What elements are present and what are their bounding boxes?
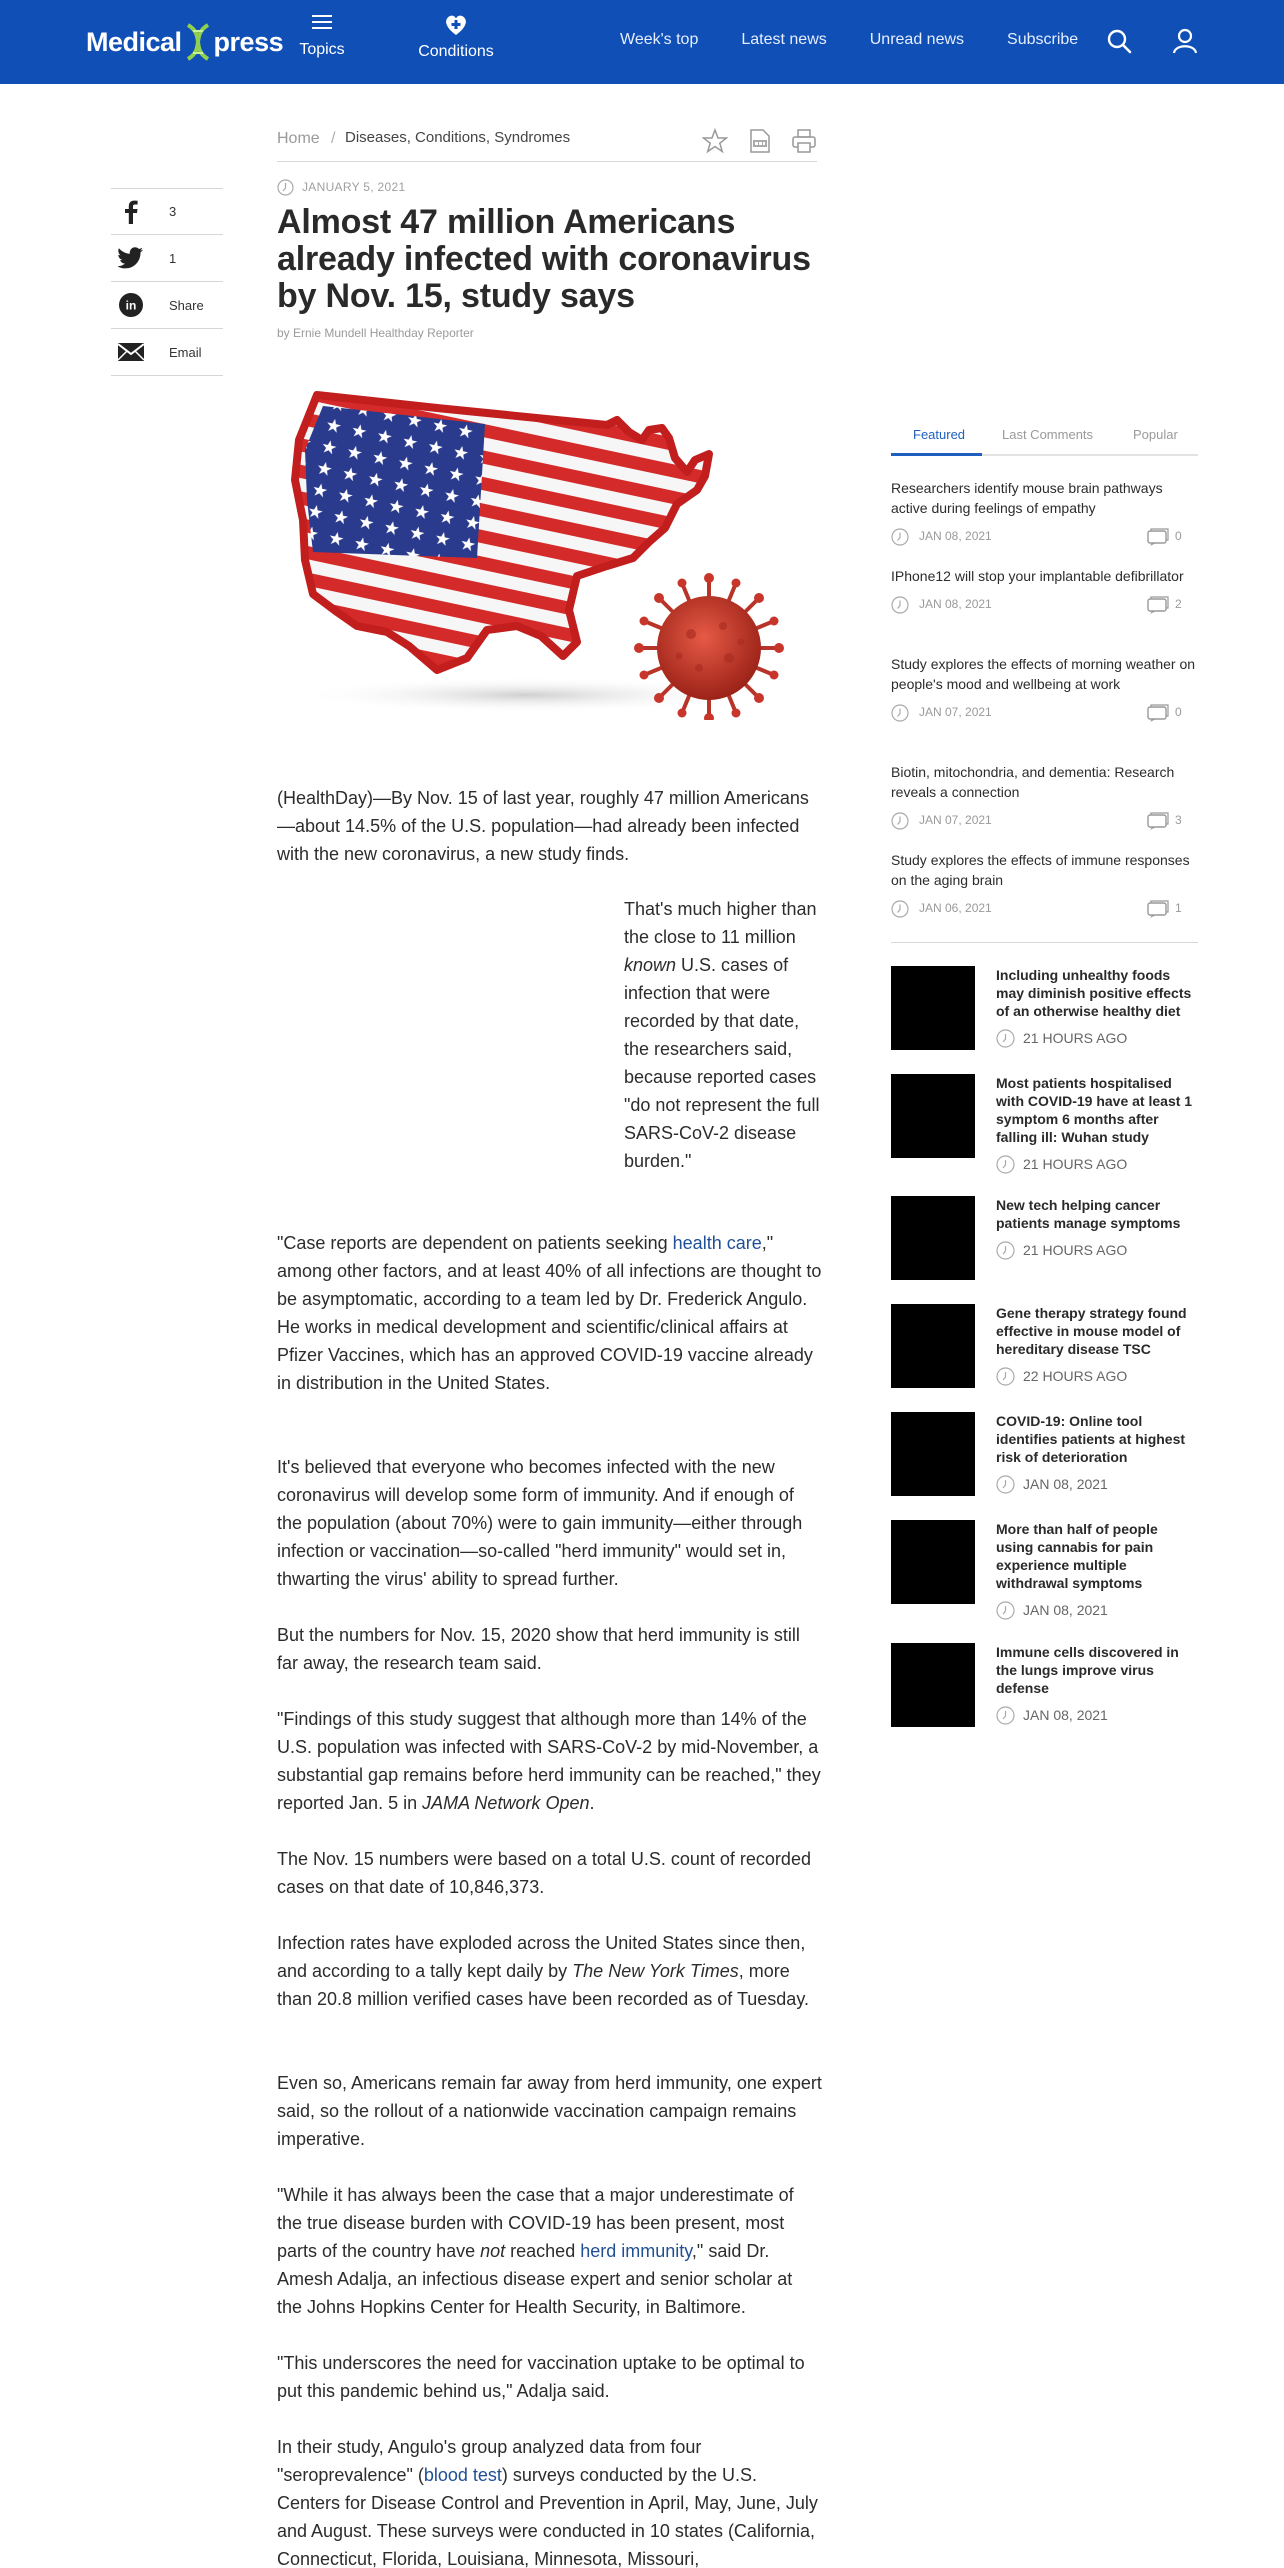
featured-item-date: JAN 08, 2021 (919, 529, 992, 543)
email-share-button[interactable] (111, 329, 223, 376)
featured-item-date: JAN 06, 2021 (919, 901, 992, 915)
comments-icon (1147, 900, 1169, 918)
news-item-time: JAN 08, 2021 (1023, 1707, 1108, 1723)
featured-item[interactable] (891, 654, 1198, 722)
sidebar-tabs (891, 420, 1198, 456)
facebook-icon (124, 200, 138, 224)
comments-icon (1147, 528, 1169, 546)
article-date-row (277, 178, 405, 196)
news-list-item[interactable] (891, 1196, 1198, 1286)
nav-weeks-top[interactable]: Week's top (620, 31, 699, 48)
article-paragraph-5: But the numbers for Nov. 15, 2020 show that herd immunity is still far away, the research team said. (277, 1625, 800, 1673)
site-header (0, 0, 1284, 84)
clock-icon (996, 1367, 1015, 1386)
dna-logo-icon (185, 23, 211, 61)
featured-item-title[interactable]: Researchers identify mouse brain pathways active during feelings of empathy (891, 480, 1163, 516)
comments-icon (1147, 596, 1169, 614)
clock-icon (891, 900, 909, 918)
facebook-share-button[interactable] (111, 188, 223, 235)
article-paragraph-11: "This underscores the need for vaccination uptake to be optimal to put this pandemic behind us," Adalja said. (277, 2353, 805, 2401)
article-paragraph-10: "While it has always been the case that a major underestimate of the true disease burden with COVID-19 has been present, most parts of the country have not reached herd immunity," said Dr. Amesh Adalja, an infectious disease expert and senior scholar at the Johns Hopkins Center for Health Security, in Baltimore. (277, 2185, 794, 2317)
news-item-meta (996, 1475, 1108, 1493)
article-paragraph-7: The Nov. 15 numbers were based on a total U.S. count of recorded cases on that date of 10,846,373. (277, 1849, 811, 1897)
featured-item-meta (891, 596, 1198, 614)
news-list-item[interactable] (891, 1304, 1198, 1394)
clock-icon (996, 1706, 1015, 1725)
news-item-meta (996, 1367, 1128, 1385)
news-item-meta (996, 1029, 1128, 1047)
nav-subscribe[interactable]: Subscribe (1007, 31, 1079, 48)
search-icon[interactable] (1106, 28, 1132, 54)
news-item-title[interactable]: Immune cells discovered in the lungs improve virus defense (996, 1644, 1179, 1696)
article-paragraph-2: That's much higher than the close to 11 million known U.S. cases of infection that were recorded by that date, the researchers said, because reported cases "do not represent the full SARS-CoV-2 disease burden." (624, 899, 820, 1171)
email-share-label: Email (169, 344, 202, 360)
news-thumbnail[interactable] (891, 1074, 975, 1158)
article-paragraph-6: "Findings of this study suggest that although more than 14% of the U.S. population was infected with SARS-CoV-2 by mid-November, a substantial gap remains before herd immunity can be reached," they reported Jan. 5 in JAMA Network Open. (277, 1709, 821, 1813)
article-paragraph-9: Even so, Americans remain far away from herd immunity, one expert said, so the rollout of a nationwide vaccination campaign remains imperative. (277, 2073, 822, 2149)
conditions-menu-button[interactable] (412, 14, 500, 61)
clock-icon (996, 1155, 1015, 1174)
conditions-label: Conditions (418, 43, 494, 60)
featured-item-comment-count: 3 (1175, 813, 1182, 827)
article-paragraph-1: (HealthDay)—By Nov. 15 of last year, roughly 47 million Americans—about 14.5% of the U.S. population—had already been infected with the new coronavirus, a new study finds. (277, 788, 809, 864)
featured-item-comment-count: 0 (1175, 529, 1182, 543)
twitter-share-button[interactable] (111, 235, 223, 282)
site-logo[interactable] (86, 22, 283, 62)
news-item-meta (996, 1155, 1128, 1173)
featured-item[interactable] (891, 850, 1198, 918)
news-list-item[interactable] (891, 966, 1198, 1056)
news-item-title[interactable]: More than half of people using cannabis for pain experience multiple withdrawal symptoms (996, 1521, 1158, 1591)
topics-menu-button[interactable] (290, 14, 354, 59)
featured-item-meta (891, 528, 1198, 546)
clock-icon (891, 812, 909, 830)
article-paragraph-4: It's believed that everyone who becomes infected with the new coronavirus will develop some form of immunity. And if enough of the population (about 70%) were to gain immunity—either through infection or vaccination—so-called "herd immunity" would set in, thwarting the virus' ability to spread further. (277, 1457, 803, 1589)
news-item-time: JAN 08, 2021 (1023, 1602, 1108, 1618)
twitter-icon (118, 247, 144, 269)
article-byline[interactable]: by Ernie Mundell Healthday Reporter (277, 326, 474, 340)
featured-item-date: JAN 08, 2021 (919, 597, 992, 611)
sidebar-divider (891, 942, 1198, 943)
news-item-meta (996, 1706, 1108, 1724)
article-paragraph-8: Infection rates have exploded across the United States since then, and according to a tally kept daily by The New York Times, more than 20.8 million verified cases have been recorded as of Tuesday. (277, 1933, 809, 2009)
news-item-time: 21 HOURS AGO (1023, 1030, 1128, 1046)
logo-text-left: Medical (86, 26, 182, 57)
linkedin-share-label: Share (169, 297, 204, 313)
news-list-item[interactable] (891, 1074, 1198, 1172)
news-item-meta (996, 1601, 1108, 1619)
clock-icon (891, 528, 909, 546)
featured-item-meta (891, 900, 1198, 918)
news-thumbnail[interactable] (891, 966, 975, 1050)
linkedin-share-button[interactable] (111, 282, 223, 329)
news-item-title[interactable]: New tech helping cancer patients manage symptoms (996, 1197, 1181, 1231)
clock-icon (996, 1241, 1015, 1260)
breadcrumb-separator: / (331, 130, 336, 147)
featured-item-comment-count: 2 (1175, 597, 1182, 611)
pdf-icon[interactable] (747, 128, 773, 154)
featured-item[interactable] (891, 566, 1198, 614)
clock-icon (996, 1475, 1015, 1494)
news-thumbnail[interactable] (891, 1304, 975, 1388)
news-item-time: 22 HOURS AGO (1023, 1368, 1128, 1384)
news-thumbnail[interactable] (891, 1196, 975, 1280)
topics-label: Topics (299, 41, 345, 58)
news-thumbnail[interactable] (891, 1643, 975, 1727)
news-item-title[interactable]: COVID-19: Online tool identifies patients at highest risk of deterioration (996, 1413, 1186, 1465)
comments-icon (1147, 812, 1169, 830)
news-list-item[interactable] (891, 1643, 1198, 1733)
article-title: Almost 47 million Americans already infected with coronavirus by Nov. 15, study says (277, 203, 811, 315)
featured-item-meta (891, 812, 1198, 830)
herd-immunity-link[interactable]: herd immunity (580, 2241, 692, 2261)
user-icon[interactable] (1172, 28, 1198, 54)
breadcrumb-current[interactable]: Diseases, Conditions, Syndromes (345, 129, 571, 146)
news-thumbnail[interactable] (891, 1520, 975, 1604)
news-item-time: JAN 08, 2021 (1023, 1476, 1108, 1492)
twitter-share-count: 1 (169, 250, 177, 266)
featured-item[interactable] (891, 478, 1198, 546)
logo-text-right: press (213, 26, 284, 57)
news-item-title[interactable]: Most patients hospitalised with COVID-19 have at least 1 symptom 6 months after falling ill: Wuhan study (996, 1075, 1193, 1145)
bookmark-icon[interactable] (702, 128, 728, 154)
breadcrumb-home[interactable]: Home (277, 130, 320, 147)
featured-item-date: JAN 07, 2021 (919, 705, 992, 719)
news-list-item[interactable] (891, 1412, 1198, 1502)
breadcrumb (277, 128, 817, 162)
tab-popular[interactable]: Popular (1133, 427, 1178, 442)
linkedin-icon (118, 292, 144, 318)
featured-item-date: JAN 07, 2021 (919, 813, 992, 827)
news-item-time: 21 HOURS AGO (1023, 1242, 1128, 1258)
featured-item-comment-count: 0 (1175, 705, 1182, 719)
news-item-title[interactable]: Gene therapy strategy found effective in mouse model of hereditary disease TSC (996, 1305, 1187, 1357)
news-item-time: 21 HOURS AGO (1023, 1156, 1128, 1172)
featured-item-title[interactable]: Biotin, mitochondria, and dementia: Research reveals a connection (891, 764, 1175, 800)
tab-last-comments[interactable]: Last Comments (1002, 427, 1094, 442)
article-date: JANUARY 5, 2021 (302, 180, 406, 194)
news-thumbnail[interactable] (891, 1412, 975, 1496)
featured-item-comment-count: 1 (1175, 901, 1182, 915)
comments-icon (1147, 704, 1169, 722)
news-item-title[interactable]: Including unhealthy foods may diminish positive effects of an otherwise healthy diet (996, 967, 1192, 1019)
news-list-item[interactable] (891, 1520, 1198, 1618)
top-nav (620, 31, 1121, 49)
tab-active-indicator (891, 453, 982, 456)
clock-icon (891, 704, 909, 722)
us-flag-map-virus-image (277, 380, 817, 720)
clock-icon (891, 596, 909, 614)
svg-text:in: in (125, 298, 137, 313)
featured-item-title[interactable]: Study explores the effects of morning weather on people's mood and wellbeing at work (891, 656, 1196, 692)
hamburger-icon (312, 14, 332, 30)
article-paragraph-12: In their study, Angulo's group analyzed data from four "seroprevalence" (blood test) surveys conducted by the U.S. Centers for Disease Control and Prevention in April, May, June, July and August. These surveys were conducted in 10 states (California, Connecticut, Florida, Louisiana, Minnesota, Missouri, (277, 2437, 818, 2568)
featured-item[interactable] (891, 762, 1198, 830)
tab-featured[interactable]: Featured (913, 427, 966, 442)
clock-icon (277, 179, 294, 196)
featured-item-title[interactable]: IPhone12 will stop your implantable defibrillator (891, 568, 1184, 584)
news-item-meta (996, 1241, 1128, 1259)
featured-item-title[interactable]: Study explores the effects of immune responses on the aging brain (891, 852, 1190, 888)
featured-item-meta (891, 704, 1198, 722)
blood-test-link[interactable]: blood test (423, 2465, 502, 2485)
email-icon (117, 342, 145, 362)
article-paragraph-3: "Case reports are dependent on patients seeking health care," among other factors, and at least 40% of all infections are thought to be asymptomatic, according to a team led by Dr. Frederick Angulo. He works in medical development and scientific/clinical affairs at Pfizer Vaccines, which has an approved COVID-19 vaccine already in distribution in the United States. (277, 1233, 822, 1393)
health-care-link[interactable]: health care (672, 1233, 762, 1253)
clock-icon (996, 1029, 1015, 1048)
clock-icon (996, 1601, 1015, 1620)
nav-latest-news[interactable]: Latest news (741, 31, 827, 48)
heart-plus-icon (443, 14, 469, 36)
print-icon[interactable] (791, 128, 817, 154)
facebook-share-count: 3 (169, 204, 177, 219)
nav-unread-news[interactable]: Unread news (869, 31, 965, 48)
